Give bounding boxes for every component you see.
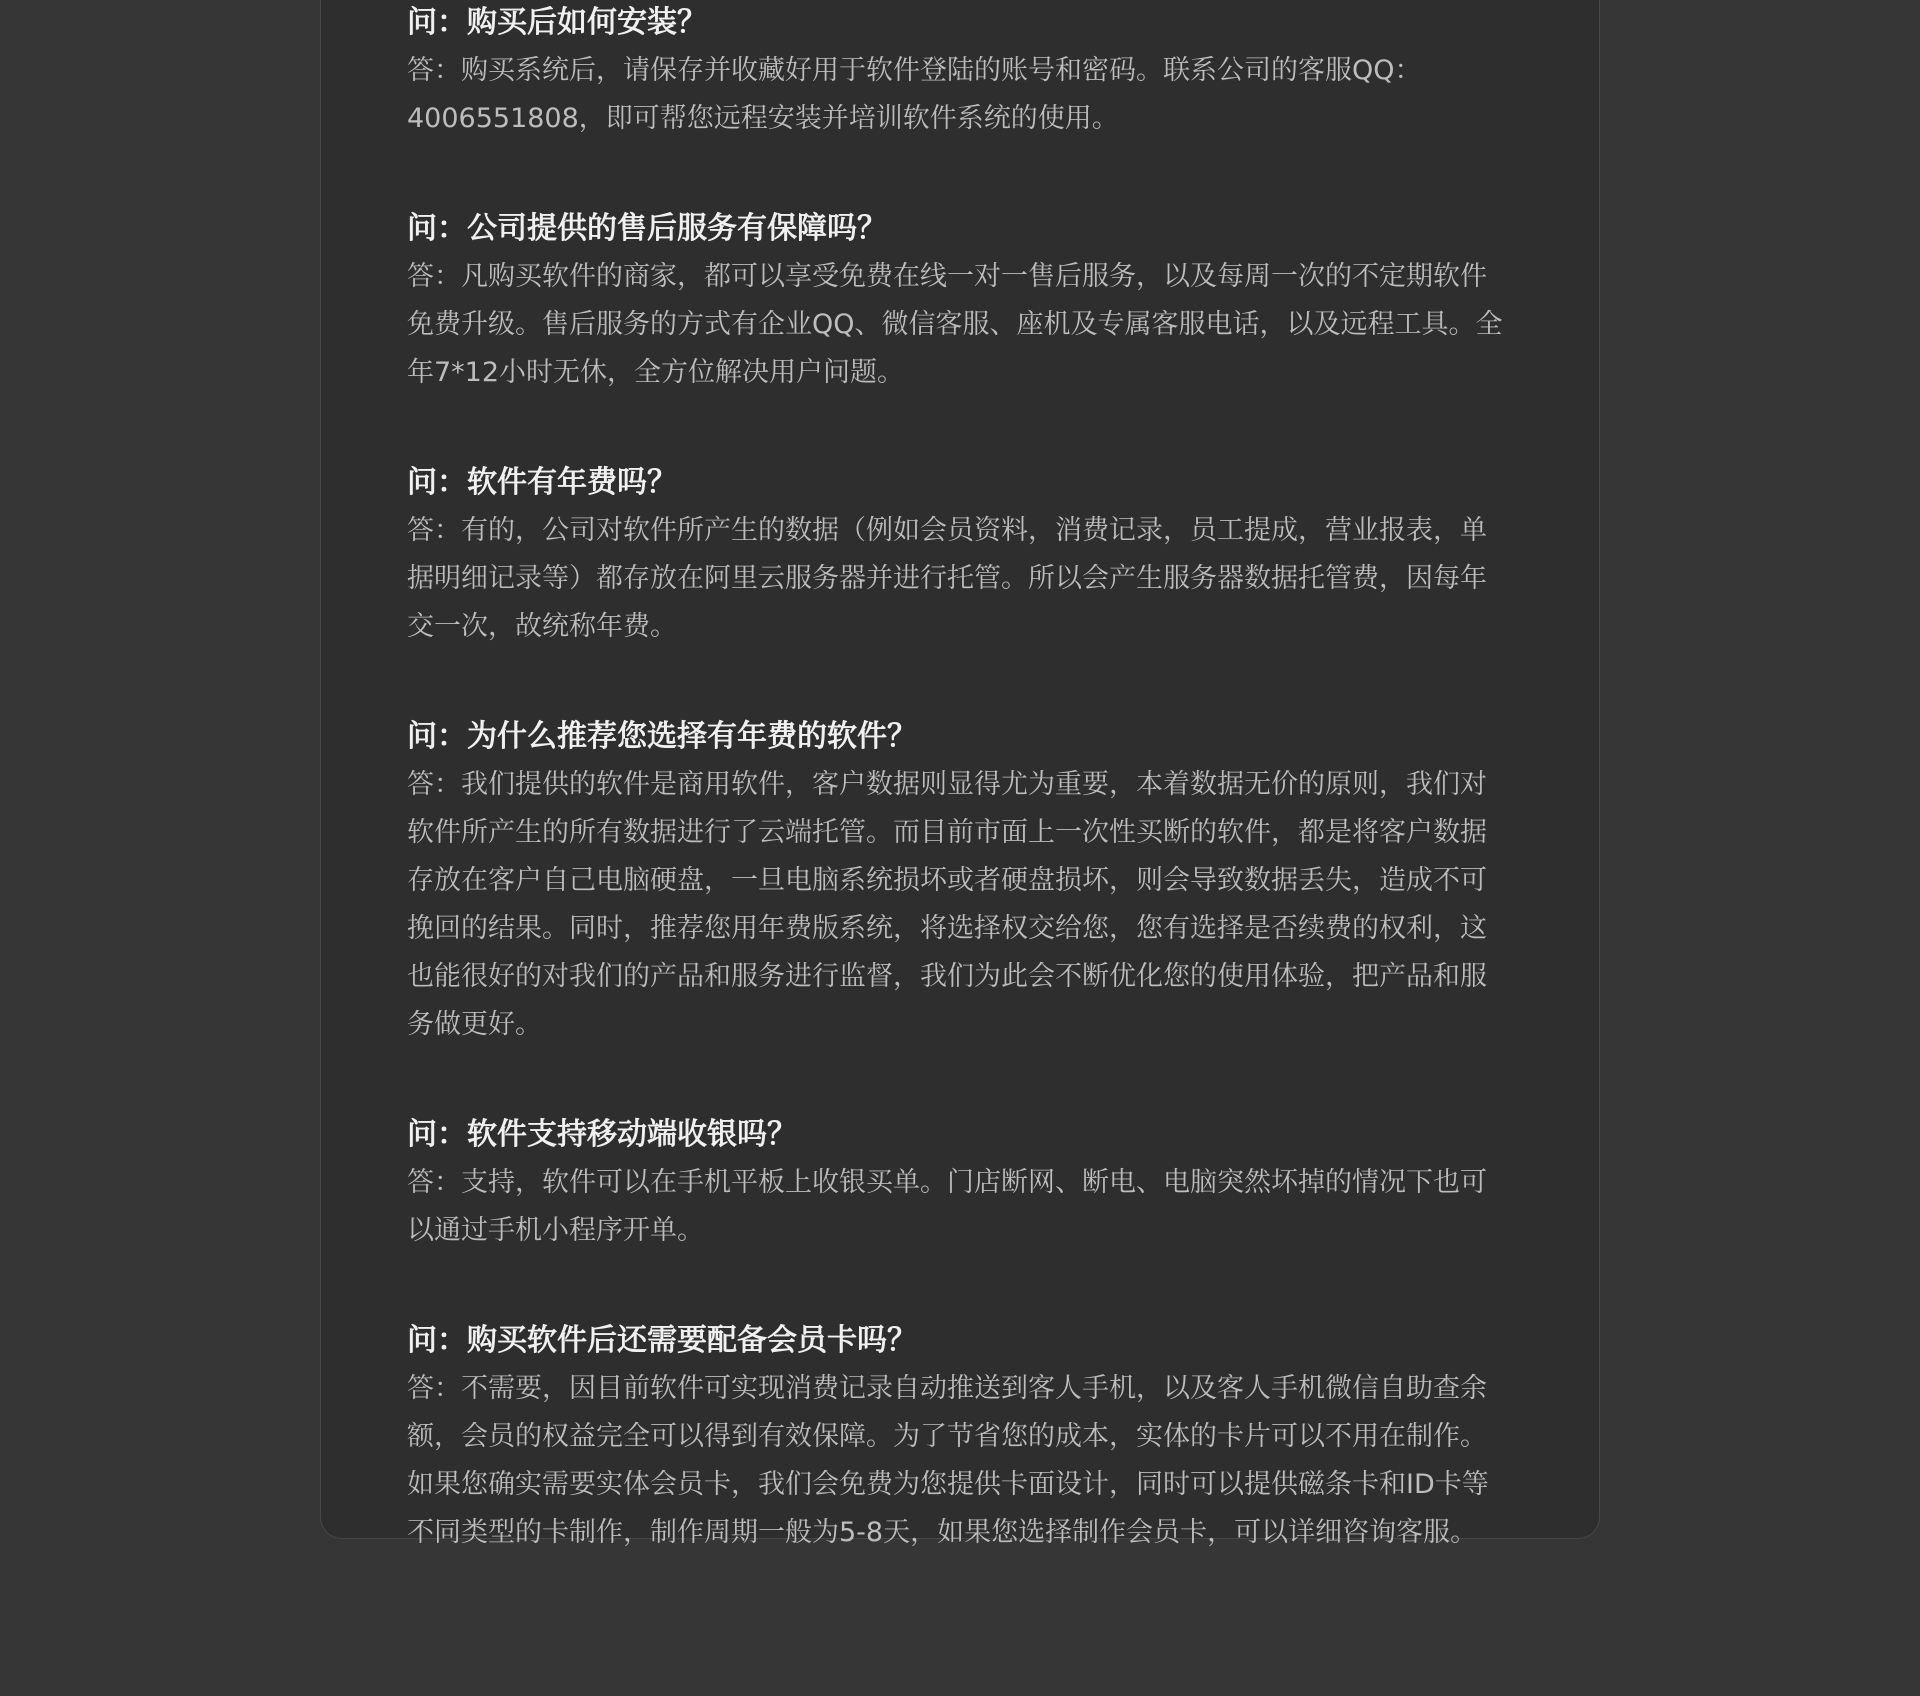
faq-question: 问：购买后如何安装？ (407, 5, 707, 40)
faq-item-membership-card (407, 1317, 1513, 1557)
faq-question: 问：软件支持移动端收银吗？ (407, 1117, 797, 1152)
faq-answer: 答：购买系统后，请保存并收藏好用于软件登陆的账号和密码。联系公司的客服QQ：4006551808，即可帮您远程安装并培训软件系统的使用。 (407, 55, 1422, 134)
faq-answer: 答：我们提供的软件是商用软件，客户数据则显得尤为重要，本着数据无价的原则，我们对软件所产生的所有数据进行了云端托管。而目前市面上一次性买断的软件，都是将客户数据存放在客户自己电脑硬盘，一旦电脑系统损坏或者硬盘损坏，则会导致数据丢失，造成不可挽回的结果。同时，推荐您用年费版系统，将选择权交给您，您有选择是否续费的权利，这也能很好的对我们的产品和服务进行监督，我们为此会不断优化您的使用体验，把产品和服务做更好。 (407, 769, 1487, 1040)
faq-answer: 答：凡购买软件的商家，都可以享受免费在线一对一售后服务，以及每周一次的不定期软件免费升级。售后服务的方式有企业QQ、微信客服、座机及专属客服电话，以及远程工具。全年7*12小时无休，全方位解决用户问题。 (407, 261, 1503, 388)
faq-question: 问：为什么推荐您选择有年费的软件？ (407, 719, 917, 754)
faq-item-install (407, 0, 1513, 143)
faq-answer: 答：不需要，因目前软件可实现消费记录自动推送到客人手机，以及客人手机微信自助查余额，会员的权益完全可以得到有效保障。为了节省您的成本，实体的卡片可以不用在制作。如果您确实需要实体会员卡，我们会免费为您提供卡面设计，同时可以提供磁条卡和ID卡等不同类型的卡制作，制作周期一般为5-8天，如果您选择制作会员卡，可以详细咨询客服。 (407, 1373, 1489, 1548)
faq-answer: 答：有的，公司对软件所产生的数据（例如会员资料，消费记录，员工提成，营业报表，单据明细记录等）都存放在阿里云服务器并进行托管。所以会产生服务器数据托管费，因每年交一次，故统称年费。 (407, 515, 1487, 642)
faq-item-after-sales (407, 205, 1513, 397)
faq-item-mobile-checkout (407, 1111, 1513, 1255)
faq-question: 问：公司提供的售后服务有保障吗？ (407, 211, 887, 246)
faq-answer: 答：支持，软件可以在手机平板上收银买单。门店断网、断电、电脑突然坏掉的情况下也可以通过手机小程序开单。 (407, 1167, 1487, 1246)
faq-question: 问：软件有年费吗？ (407, 465, 677, 500)
faq-item-why-annual-fee (407, 713, 1513, 1049)
faq-question: 问：购买软件后还需要配备会员卡吗？ (407, 1323, 917, 1358)
faq-item-annual-fee (407, 459, 1513, 651)
faq-card (320, 0, 1600, 1548)
